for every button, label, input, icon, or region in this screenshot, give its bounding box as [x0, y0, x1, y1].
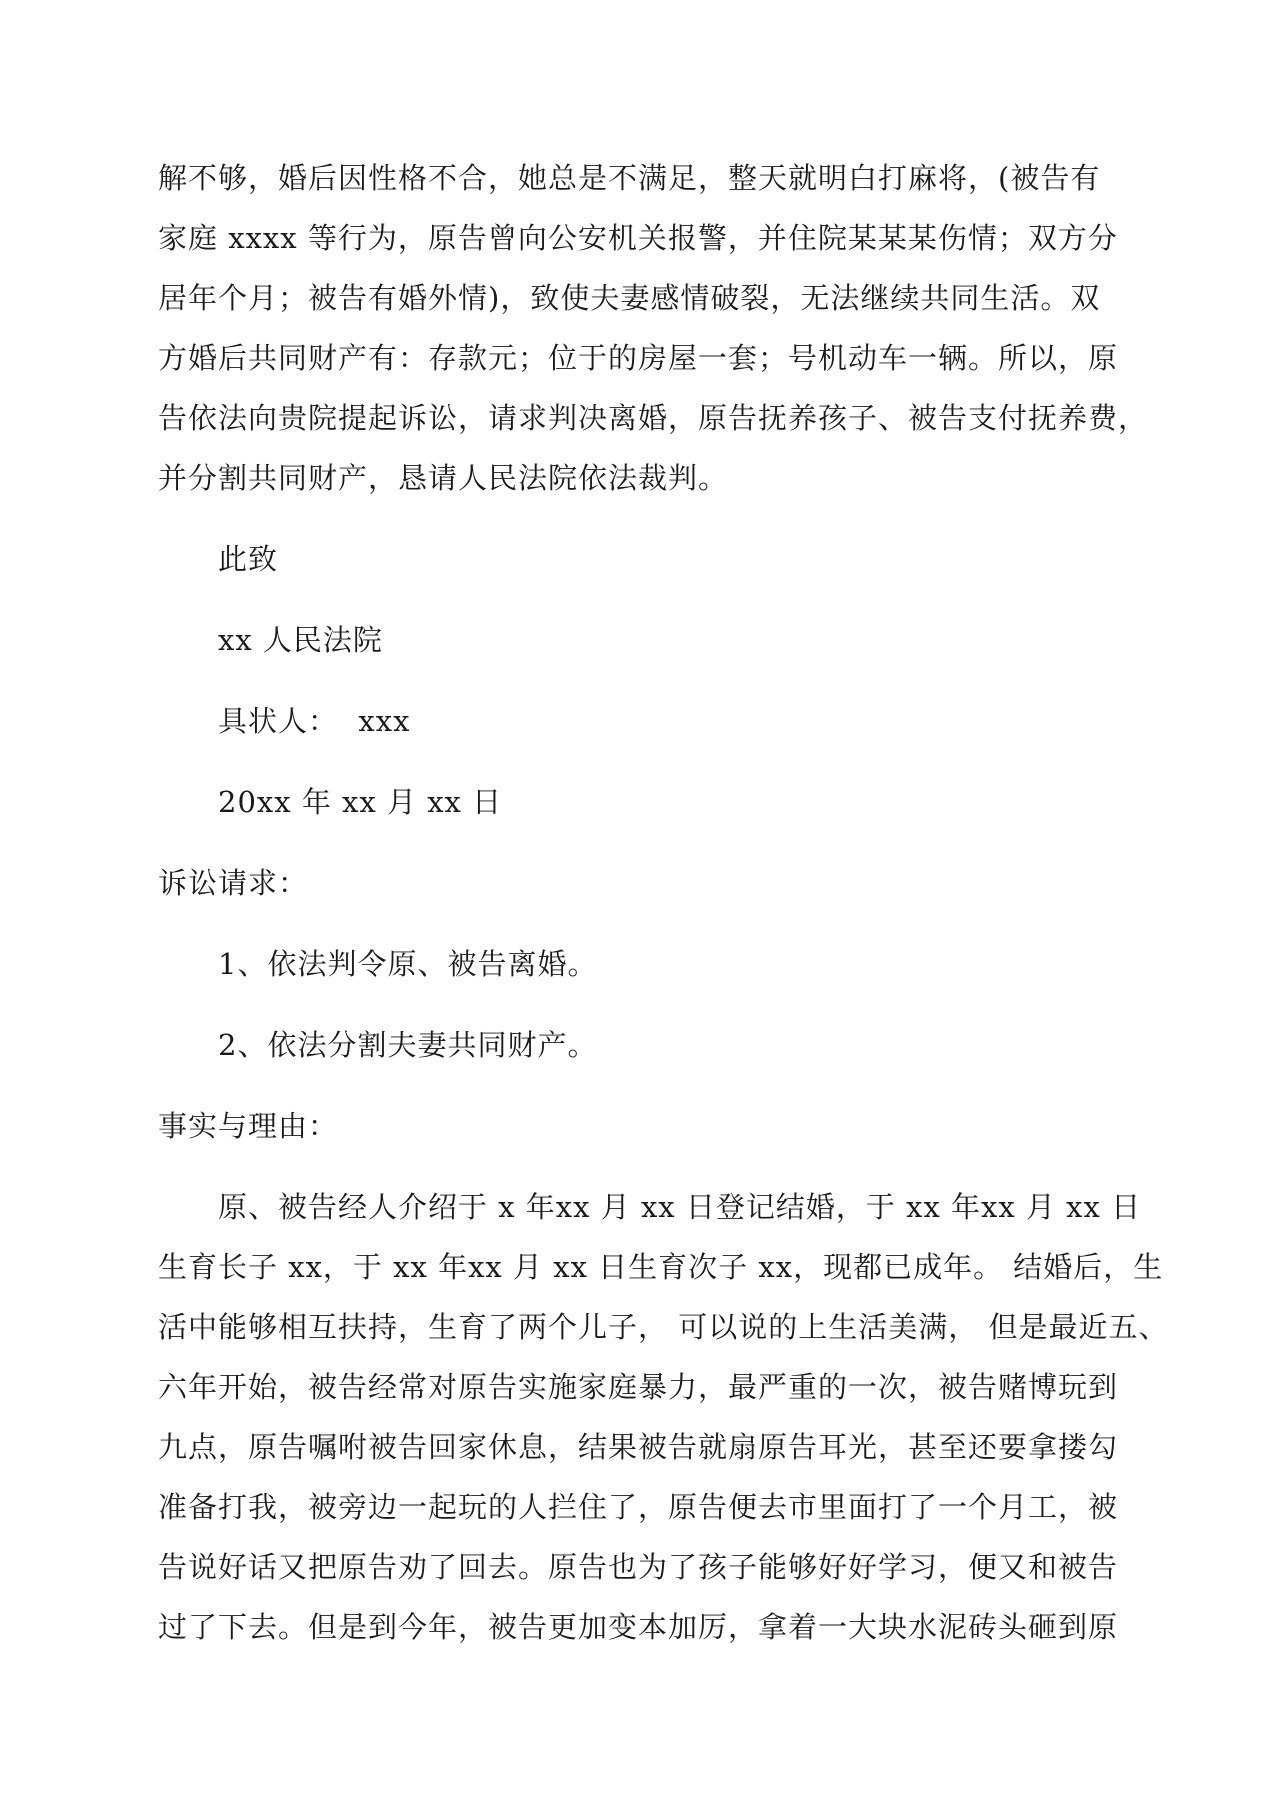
text-line: 告依法向贵院提起诉讼，请求判决离婚，原告抚养孩子、被告支付抚养费， — [158, 401, 1149, 435]
court-name: xx 人民法院 — [218, 623, 383, 657]
text-line: 告说好话又把原告劝了回去。原告也为了孩子能够好好学习，便又和被告 — [158, 1550, 1119, 1584]
text-line: 并分割共同财产，恳请人民法院依法裁判。 — [158, 461, 729, 495]
signer-line: 具状人： xxx — [218, 704, 411, 738]
paragraph-grounds-continued — [158, 148, 1149, 508]
facts-heading: 事实与理由： — [158, 1109, 339, 1143]
text-line: 活中能够相互扶持，生育了两个儿子， 可以说的上生活美满， 但是最近五、 — [158, 1310, 1169, 1344]
text-line: 居年个月；被告有婚外情)，致使夫妻感情破裂，无法继续共同生活。双 — [158, 281, 1101, 315]
document-page — [158, 148, 1169, 1657]
claims-heading: 诉讼请求： — [158, 866, 309, 900]
claim-item-1: 1、依法判令原、被告离婚。 — [218, 947, 598, 981]
date-line: 20xx 年 xx 月 xx 日 — [218, 785, 503, 819]
text-line: 家庭 xxxx 等行为，原告曾向公安机关报警，并住院某某某伤情；双方分 — [158, 221, 1118, 255]
paragraph-facts — [158, 1177, 1169, 1657]
text-line: 生育长子 xx，于 xx 年xx 月 xx 日生育次子 xx，现都已成年。 结婚后，生 — [158, 1250, 1164, 1284]
text-line: 六年开始，被告经常对原告实施家庭暴力，最严重的一次，被告赌博玩到 — [158, 1370, 1119, 1404]
text-line: 过了下去。但是到今年，被告更加变本加厉，拿着一大块水泥砖头砸到原 — [158, 1610, 1119, 1644]
closing-salutation: 此致 — [218, 542, 279, 576]
claim-item-2: 2、依法分割夫妻共同财产。 — [218, 1028, 598, 1062]
text-line: 九点，原告嘱咐被告回家休息，结果被告就扇原告耳光，甚至还要拿搂勾 — [158, 1430, 1119, 1464]
text-line: 解不够，婚后因性格不合，她总是不满足，整天就明白打麻将，(被告有 — [158, 161, 1101, 195]
text-line: 准备打我，被旁边一起玩的人拦住了，原告便去市里面打了一个月工，被 — [158, 1490, 1119, 1524]
text-line: 原、被告经人介绍于 x 年xx 月 xx 日登记结婚，于 xx 年xx 月 xx 日 — [218, 1190, 1142, 1224]
text-line: 方婚后共同财产有：存款元；位于的房屋一套；号机动车一辆。所以，原 — [158, 341, 1119, 375]
